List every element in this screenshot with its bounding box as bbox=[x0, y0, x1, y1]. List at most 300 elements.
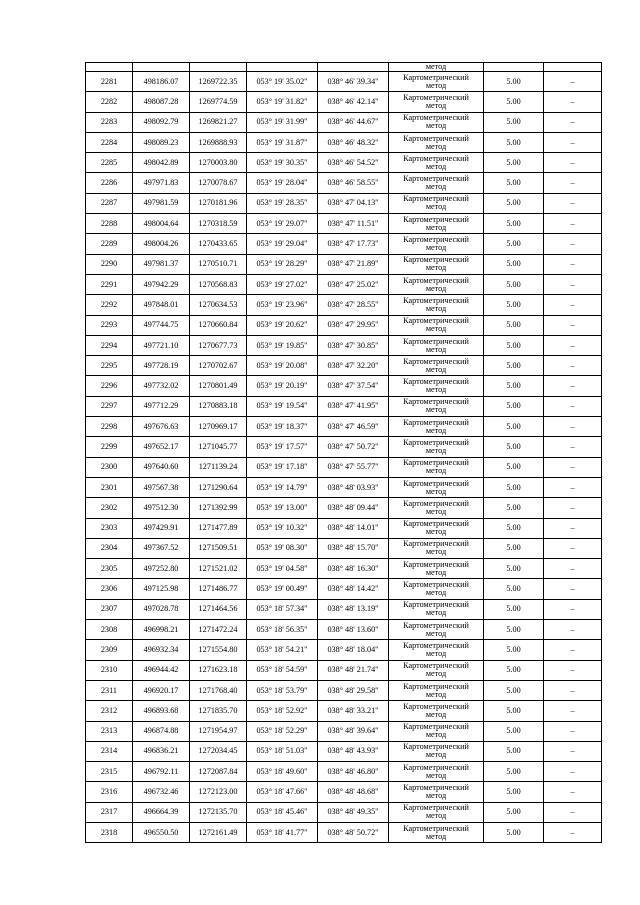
method-line-1: Картометрический bbox=[403, 397, 469, 407]
table-row bbox=[86, 660, 602, 680]
cell-dash: – bbox=[544, 822, 602, 842]
method-line-1: Картометрический bbox=[403, 458, 469, 468]
cell-latitude: 053° 18' 56.35" bbox=[247, 620, 318, 640]
cell-accuracy: 5.00 bbox=[484, 762, 544, 782]
cell-x-coordinate: 497942.29 bbox=[133, 274, 190, 294]
cell-point-number: 2296 bbox=[86, 376, 133, 396]
table-row bbox=[86, 741, 602, 761]
cell-point-number: 2286 bbox=[86, 173, 133, 193]
cell-point-number: 2310 bbox=[86, 660, 133, 680]
method-line-1: Картометрический bbox=[403, 640, 469, 650]
cell-x-coordinate: 498042.89 bbox=[133, 153, 190, 173]
cell-accuracy: 5.00 bbox=[484, 132, 544, 152]
method-line-2: метод bbox=[425, 547, 447, 557]
cell-y-coordinate: 1271509.51 bbox=[190, 538, 247, 558]
cell-point-number: 2315 bbox=[86, 762, 133, 782]
cell-point-number: 2281 bbox=[86, 72, 133, 92]
cell-method bbox=[389, 660, 484, 680]
cell-method bbox=[389, 477, 484, 497]
method-line-1: Картометрический bbox=[403, 722, 469, 732]
method-line-1: Картометрический bbox=[403, 174, 469, 184]
method-line-2: метод bbox=[425, 263, 447, 273]
cell-accuracy: 5.00 bbox=[484, 701, 544, 721]
cell-dash: – bbox=[544, 498, 602, 518]
cell-dash: – bbox=[544, 234, 602, 254]
cell-point-number: 2294 bbox=[86, 335, 133, 355]
cell-y-coordinate: 1271472.24 bbox=[190, 620, 247, 640]
cell-longitude: 038° 46' 42.14" bbox=[318, 92, 389, 112]
cell-latitude: 053° 19' 20.62" bbox=[247, 315, 318, 335]
cell-longitude: 038° 47' 04.13" bbox=[318, 193, 389, 213]
cell-method bbox=[389, 376, 484, 396]
cell-point-number: 2300 bbox=[86, 457, 133, 477]
cell-x-coordinate: 497971.83 bbox=[133, 173, 190, 193]
cell-y-coordinate: 1270318.59 bbox=[190, 214, 247, 234]
cell-point-number: 2317 bbox=[86, 802, 133, 822]
coordinates-table bbox=[85, 62, 602, 843]
cell-dash: – bbox=[544, 457, 602, 477]
cell-longitude: 038° 46' 39.34" bbox=[318, 72, 389, 92]
cell-x-coordinate: 496932.34 bbox=[133, 640, 190, 660]
cell-y-coordinate: 1269774.59 bbox=[190, 92, 247, 112]
cell-dash: – bbox=[544, 193, 602, 213]
cell-method bbox=[389, 193, 484, 213]
cell-x-coordinate: 497367.52 bbox=[133, 538, 190, 558]
table-row bbox=[86, 599, 602, 619]
cell-y-coordinate: 1271521.02 bbox=[190, 559, 247, 579]
method-line-2: метод bbox=[425, 364, 447, 374]
cell-dash: – bbox=[544, 599, 602, 619]
cell-y-coordinate: 1272087.84 bbox=[190, 762, 247, 782]
method-line-2: метод bbox=[425, 811, 447, 821]
cell-x-coordinate: 496664.39 bbox=[133, 802, 190, 822]
method-line-2: метод bbox=[425, 202, 447, 212]
method-line-2: метод bbox=[425, 405, 447, 415]
table-row bbox=[86, 680, 602, 700]
cell-x-coordinate: 497981.59 bbox=[133, 193, 190, 213]
method-line-1: Картометрический bbox=[403, 255, 469, 265]
table-row bbox=[86, 376, 602, 396]
table-row bbox=[86, 620, 602, 640]
cell-accuracy: 5.00 bbox=[484, 640, 544, 660]
cell-longitude: 038° 47' 25.02" bbox=[318, 274, 389, 294]
cell-point-number: 2290 bbox=[86, 254, 133, 274]
cell-longitude: 038° 48' 50.72" bbox=[318, 822, 389, 842]
cell-x-coordinate: 496874.88 bbox=[133, 721, 190, 741]
cell-dash: – bbox=[544, 640, 602, 660]
cell-longitude: 038° 48' 46.80" bbox=[318, 762, 389, 782]
cell-latitude: 053° 19' 19.85" bbox=[247, 335, 318, 355]
method-line-2: метод bbox=[425, 425, 447, 435]
cell-latitude: 053° 19' 18.37" bbox=[247, 417, 318, 437]
cell-accuracy: 5.00 bbox=[484, 538, 544, 558]
method-line-2: метод bbox=[425, 750, 447, 760]
cell-point-number: 2316 bbox=[86, 782, 133, 802]
cell-method bbox=[389, 315, 484, 335]
cell-accuracy: 5.00 bbox=[484, 274, 544, 294]
cell-point-number: 2287 bbox=[86, 193, 133, 213]
cell-accuracy: 5.00 bbox=[484, 579, 544, 599]
cell-method bbox=[389, 620, 484, 640]
method-line-1: Картометрический bbox=[403, 600, 469, 610]
cell-y-coordinate: 1272161.49 bbox=[190, 822, 247, 842]
cell-point-number: 2282 bbox=[86, 92, 133, 112]
method-line-2: метод bbox=[425, 486, 447, 496]
method-line-2: метод bbox=[425, 385, 447, 395]
cell-point-number: 2297 bbox=[86, 396, 133, 416]
cell-y-coordinate: 1271464.56 bbox=[190, 599, 247, 619]
cell-y-coordinate: 1270702.67 bbox=[190, 356, 247, 376]
cell-method bbox=[389, 721, 484, 741]
cell-longitude: 038° 48' 09.44" bbox=[318, 498, 389, 518]
cell-accuracy: 5.00 bbox=[484, 376, 544, 396]
cell-method bbox=[389, 782, 484, 802]
cell-latitude: 053° 19' 08.30" bbox=[247, 538, 318, 558]
cell-y-coordinate: 1271835.70 bbox=[190, 701, 247, 721]
cell-latitude: 053° 19' 35.02" bbox=[247, 72, 318, 92]
cell-point-number: 2309 bbox=[86, 640, 133, 660]
cell-accuracy: 5.00 bbox=[484, 295, 544, 315]
cell-latitude: 053° 19' 23.96" bbox=[247, 295, 318, 315]
cell-empty bbox=[86, 63, 133, 72]
cell-longitude: 038° 47' 55.77" bbox=[318, 457, 389, 477]
method-line-2: метод bbox=[425, 161, 447, 171]
cell-accuracy: 5.00 bbox=[484, 457, 544, 477]
cell-empty bbox=[318, 63, 389, 72]
cell-x-coordinate: 496944.42 bbox=[133, 660, 190, 680]
cell-x-coordinate: 497640.60 bbox=[133, 457, 190, 477]
table-row bbox=[86, 173, 602, 193]
cell-dash: – bbox=[544, 721, 602, 741]
cell-accuracy: 5.00 bbox=[484, 72, 544, 92]
table-row bbox=[86, 153, 602, 173]
cell-x-coordinate: 497712.29 bbox=[133, 396, 190, 416]
cell-point-number: 2305 bbox=[86, 559, 133, 579]
cell-accuracy: 5.00 bbox=[484, 721, 544, 741]
cell-dash: – bbox=[544, 782, 602, 802]
method-line-1: Картометрический bbox=[403, 153, 469, 163]
table-row bbox=[86, 579, 602, 599]
cell-longitude: 038° 48' 15.70" bbox=[318, 538, 389, 558]
cell-longitude: 038° 47' 21.89" bbox=[318, 254, 389, 274]
method-line-1: Картометрический bbox=[403, 783, 469, 793]
table-row bbox=[86, 437, 602, 457]
table-row bbox=[86, 417, 602, 437]
cell-point-number: 2303 bbox=[86, 518, 133, 538]
method-line-1: Картометрический bbox=[403, 235, 469, 245]
cell-dash: – bbox=[544, 173, 602, 193]
cell-point-number: 2293 bbox=[86, 315, 133, 335]
method-line-1: Картометрический bbox=[403, 295, 469, 305]
method-line-1: Картометрический bbox=[403, 823, 469, 833]
method-line-1: Картометрический bbox=[403, 275, 469, 285]
table-row bbox=[86, 640, 602, 660]
method-line-2: метод bbox=[425, 121, 447, 131]
table-row bbox=[86, 701, 602, 721]
cell-method bbox=[389, 822, 484, 842]
method-line-2: метод bbox=[425, 222, 447, 232]
cell-dash: – bbox=[544, 802, 602, 822]
cell-latitude: 053° 19' 31.99" bbox=[247, 112, 318, 132]
cell-point-number: 2298 bbox=[86, 417, 133, 437]
method-line-2: метод bbox=[425, 80, 447, 90]
cell-accuracy: 5.00 bbox=[484, 680, 544, 700]
cell-method bbox=[389, 579, 484, 599]
cell-accuracy: 5.00 bbox=[484, 356, 544, 376]
method-line-2: метод bbox=[425, 100, 447, 110]
cell-dash: – bbox=[544, 660, 602, 680]
cell-accuracy: 5.00 bbox=[484, 782, 544, 802]
cell-accuracy: 5.00 bbox=[484, 741, 544, 761]
method-line-1: Картометрический bbox=[403, 559, 469, 569]
cell-dash: – bbox=[544, 315, 602, 335]
cell-empty bbox=[484, 63, 544, 72]
cell-method bbox=[389, 173, 484, 193]
method-line-1: Картометрический bbox=[403, 762, 469, 772]
cell-accuracy: 5.00 bbox=[484, 518, 544, 538]
cell-y-coordinate: 1270181.96 bbox=[190, 193, 247, 213]
table-row bbox=[86, 132, 602, 152]
cell-longitude: 038° 48' 16.30" bbox=[318, 559, 389, 579]
cell-y-coordinate: 1271768.40 bbox=[190, 680, 247, 700]
cell-x-coordinate: 497512.30 bbox=[133, 498, 190, 518]
cell-accuracy: 5.00 bbox=[484, 335, 544, 355]
cell-latitude: 053° 19' 29.04" bbox=[247, 234, 318, 254]
cell-method bbox=[389, 396, 484, 416]
cell-x-coordinate: 497732.02 bbox=[133, 376, 190, 396]
method-line-2: метод bbox=[425, 567, 447, 577]
method-line-2: метод bbox=[425, 445, 447, 455]
cell-dash: – bbox=[544, 559, 602, 579]
cell-accuracy: 5.00 bbox=[484, 214, 544, 234]
cell-latitude: 053° 19' 19.54" bbox=[247, 396, 318, 416]
cell-dash: – bbox=[544, 153, 602, 173]
method-line-1: Картометрический bbox=[403, 742, 469, 752]
method-line-2: метод bbox=[425, 770, 447, 780]
method-line-2: метод bbox=[425, 628, 447, 638]
method-line-2: метод bbox=[425, 182, 447, 192]
cell-x-coordinate: 498186.07 bbox=[133, 72, 190, 92]
cell-dash: – bbox=[544, 92, 602, 112]
cell-x-coordinate: 498092.79 bbox=[133, 112, 190, 132]
cell-latitude: 053° 18' 57.34" bbox=[247, 599, 318, 619]
cell-accuracy: 5.00 bbox=[484, 315, 544, 335]
method-line-2: метод bbox=[425, 506, 447, 516]
cell-dash: – bbox=[544, 579, 602, 599]
cell-dash: – bbox=[544, 132, 602, 152]
cell-y-coordinate: 1272135.70 bbox=[190, 802, 247, 822]
cell-y-coordinate: 1270677.73 bbox=[190, 335, 247, 355]
table-row bbox=[86, 721, 602, 741]
method-line-1: Картометрический bbox=[403, 580, 469, 590]
cell-x-coordinate: 497848.01 bbox=[133, 295, 190, 315]
method-line-1: Картометрический bbox=[403, 194, 469, 204]
cell-latitude: 053° 18' 47.66" bbox=[247, 782, 318, 802]
cell-method bbox=[389, 498, 484, 518]
cell-accuracy: 5.00 bbox=[484, 822, 544, 842]
cell-longitude: 038° 48' 33.21" bbox=[318, 701, 389, 721]
cell-y-coordinate: 1272123.00 bbox=[190, 782, 247, 802]
cell-accuracy: 5.00 bbox=[484, 437, 544, 457]
cell-y-coordinate: 1270433.65 bbox=[190, 234, 247, 254]
method-line-1: Картометрический bbox=[403, 336, 469, 346]
cell-accuracy: 5.00 bbox=[484, 153, 544, 173]
table-row bbox=[86, 356, 602, 376]
cell-dash: – bbox=[544, 214, 602, 234]
cell-method bbox=[389, 437, 484, 457]
cell-dash: – bbox=[544, 680, 602, 700]
cell-accuracy: 5.00 bbox=[484, 173, 544, 193]
table-row bbox=[86, 538, 602, 558]
cell-accuracy: 5.00 bbox=[484, 92, 544, 112]
cell-x-coordinate: 497721.10 bbox=[133, 335, 190, 355]
cell-dash: – bbox=[544, 477, 602, 497]
method-line-2: метод bbox=[425, 527, 447, 537]
method-line-1: Картометрический bbox=[403, 701, 469, 711]
method-line-2: метод bbox=[425, 648, 447, 658]
cell-y-coordinate: 1271477.89 bbox=[190, 518, 247, 538]
cell-dash: – bbox=[544, 741, 602, 761]
method-line-1: Картометрический bbox=[403, 214, 469, 224]
table-row bbox=[86, 295, 602, 315]
method-line-2: метод bbox=[425, 303, 447, 313]
cell-empty bbox=[190, 63, 247, 72]
method-line-1: Картометрический bbox=[403, 519, 469, 529]
cell-longitude: 038° 47' 37.54" bbox=[318, 376, 389, 396]
cell-longitude: 038° 48' 03.93" bbox=[318, 477, 389, 497]
method-line-1: Картометрический bbox=[403, 133, 469, 143]
cell-latitude: 053° 19' 20.19" bbox=[247, 376, 318, 396]
cell-accuracy: 5.00 bbox=[484, 112, 544, 132]
method-line-2: метод bbox=[425, 588, 447, 598]
cell-method bbox=[389, 457, 484, 477]
cell-longitude: 038° 48' 43.93" bbox=[318, 741, 389, 761]
cell-point-number: 2313 bbox=[86, 721, 133, 741]
method-line-1: Картометрический bbox=[403, 620, 469, 630]
cell-dash: – bbox=[544, 295, 602, 315]
cell-method bbox=[389, 335, 484, 355]
cell-longitude: 038° 47' 46.59" bbox=[318, 417, 389, 437]
cell-dash: – bbox=[544, 620, 602, 640]
cell-latitude: 053° 18' 51.03" bbox=[247, 741, 318, 761]
table-row bbox=[86, 559, 602, 579]
cell-point-number: 2289 bbox=[86, 234, 133, 254]
method-line-1: Картометрический bbox=[403, 316, 469, 326]
cell-method bbox=[389, 701, 484, 721]
cell-x-coordinate: 497252.80 bbox=[133, 559, 190, 579]
cell-x-coordinate: 496893.68 bbox=[133, 701, 190, 721]
method-line-2: метод bbox=[425, 141, 447, 151]
cell-x-coordinate: 497567.38 bbox=[133, 477, 190, 497]
cell-dash: – bbox=[544, 437, 602, 457]
cell-latitude: 053° 19' 20.08" bbox=[247, 356, 318, 376]
cell-latitude: 053° 19' 31.87" bbox=[247, 132, 318, 152]
cell-accuracy: 5.00 bbox=[484, 417, 544, 437]
cell-y-coordinate: 1271954.97 bbox=[190, 721, 247, 741]
cell-x-coordinate: 496792.11 bbox=[133, 762, 190, 782]
method-line-2: метод bbox=[425, 243, 447, 253]
table-row bbox=[86, 92, 602, 112]
cell-x-coordinate: 497744.75 bbox=[133, 315, 190, 335]
cell-longitude: 038° 47' 17.73" bbox=[318, 234, 389, 254]
cell-longitude: 038° 46' 58.55" bbox=[318, 173, 389, 193]
cell-accuracy: 5.00 bbox=[484, 559, 544, 579]
cell-point-number: 2284 bbox=[86, 132, 133, 152]
cell-dash: – bbox=[544, 376, 602, 396]
table-row bbox=[86, 782, 602, 802]
cell-method bbox=[389, 72, 484, 92]
cell-accuracy: 5.00 bbox=[484, 620, 544, 640]
table-row bbox=[86, 72, 602, 92]
cell-x-coordinate: 498004.26 bbox=[133, 234, 190, 254]
table-row bbox=[86, 518, 602, 538]
method-line-2: метод bbox=[425, 608, 447, 618]
cell-accuracy: 5.00 bbox=[484, 802, 544, 822]
cell-point-number: 2283 bbox=[86, 112, 133, 132]
cell-longitude: 038° 48' 18.04" bbox=[318, 640, 389, 660]
cell-dash: – bbox=[544, 254, 602, 274]
method-line-1: Картометрический bbox=[403, 661, 469, 671]
cell-point-number: 2306 bbox=[86, 579, 133, 599]
cell-point-number: 2292 bbox=[86, 295, 133, 315]
cell-accuracy: 5.00 bbox=[484, 254, 544, 274]
cell-latitude: 053° 19' 10.32" bbox=[247, 518, 318, 538]
cell-x-coordinate: 498087.28 bbox=[133, 92, 190, 112]
table-row bbox=[86, 477, 602, 497]
cell-latitude: 053° 19' 04.58" bbox=[247, 559, 318, 579]
cell-point-number: 2288 bbox=[86, 214, 133, 234]
cell-longitude: 038° 48' 29.58" bbox=[318, 680, 389, 700]
cell-longitude: 038° 47' 32.20" bbox=[318, 356, 389, 376]
cell-latitude: 053° 18' 41.77" bbox=[247, 822, 318, 842]
table-row bbox=[86, 822, 602, 842]
cell-y-coordinate: 1271392.99 bbox=[190, 498, 247, 518]
cell-y-coordinate: 1271139.24 bbox=[190, 457, 247, 477]
cell-y-coordinate: 1270883.18 bbox=[190, 396, 247, 416]
cell-y-coordinate: 1269821.27 bbox=[190, 112, 247, 132]
cell-latitude: 053° 19' 14.79" bbox=[247, 477, 318, 497]
cell-y-coordinate: 1270078.67 bbox=[190, 173, 247, 193]
cell-longitude: 038° 48' 13.19" bbox=[318, 599, 389, 619]
table-row bbox=[86, 193, 602, 213]
cell-latitude: 053° 18' 53.79" bbox=[247, 680, 318, 700]
cell-y-coordinate: 1271045.77 bbox=[190, 437, 247, 457]
cell-method bbox=[389, 153, 484, 173]
cell-point-number: 2285 bbox=[86, 153, 133, 173]
cell-longitude: 038° 46' 48.32" bbox=[318, 132, 389, 152]
cell-method bbox=[389, 356, 484, 376]
method-line-2: метод bbox=[425, 283, 447, 293]
cell-method bbox=[389, 680, 484, 700]
cell-point-number: 2295 bbox=[86, 356, 133, 376]
cell-accuracy: 5.00 bbox=[484, 234, 544, 254]
cell-latitude: 053° 19' 27.02" bbox=[247, 274, 318, 294]
method-line-2: метод bbox=[425, 344, 447, 354]
cell-method bbox=[389, 599, 484, 619]
cell-dash: – bbox=[544, 356, 602, 376]
cell-longitude: 038° 47' 30.85" bbox=[318, 335, 389, 355]
cell-method bbox=[389, 741, 484, 761]
cell-longitude: 038° 47' 28.55" bbox=[318, 295, 389, 315]
method-line-1: Картометрический bbox=[403, 681, 469, 691]
method-line-2: метод bbox=[425, 709, 447, 719]
cell-longitude: 038° 48' 14.42" bbox=[318, 579, 389, 599]
cell-method bbox=[389, 132, 484, 152]
cell-longitude: 038° 47' 50.72" bbox=[318, 437, 389, 457]
cell-accuracy: 5.00 bbox=[484, 660, 544, 680]
cell-method bbox=[389, 762, 484, 782]
cell-method bbox=[389, 559, 484, 579]
